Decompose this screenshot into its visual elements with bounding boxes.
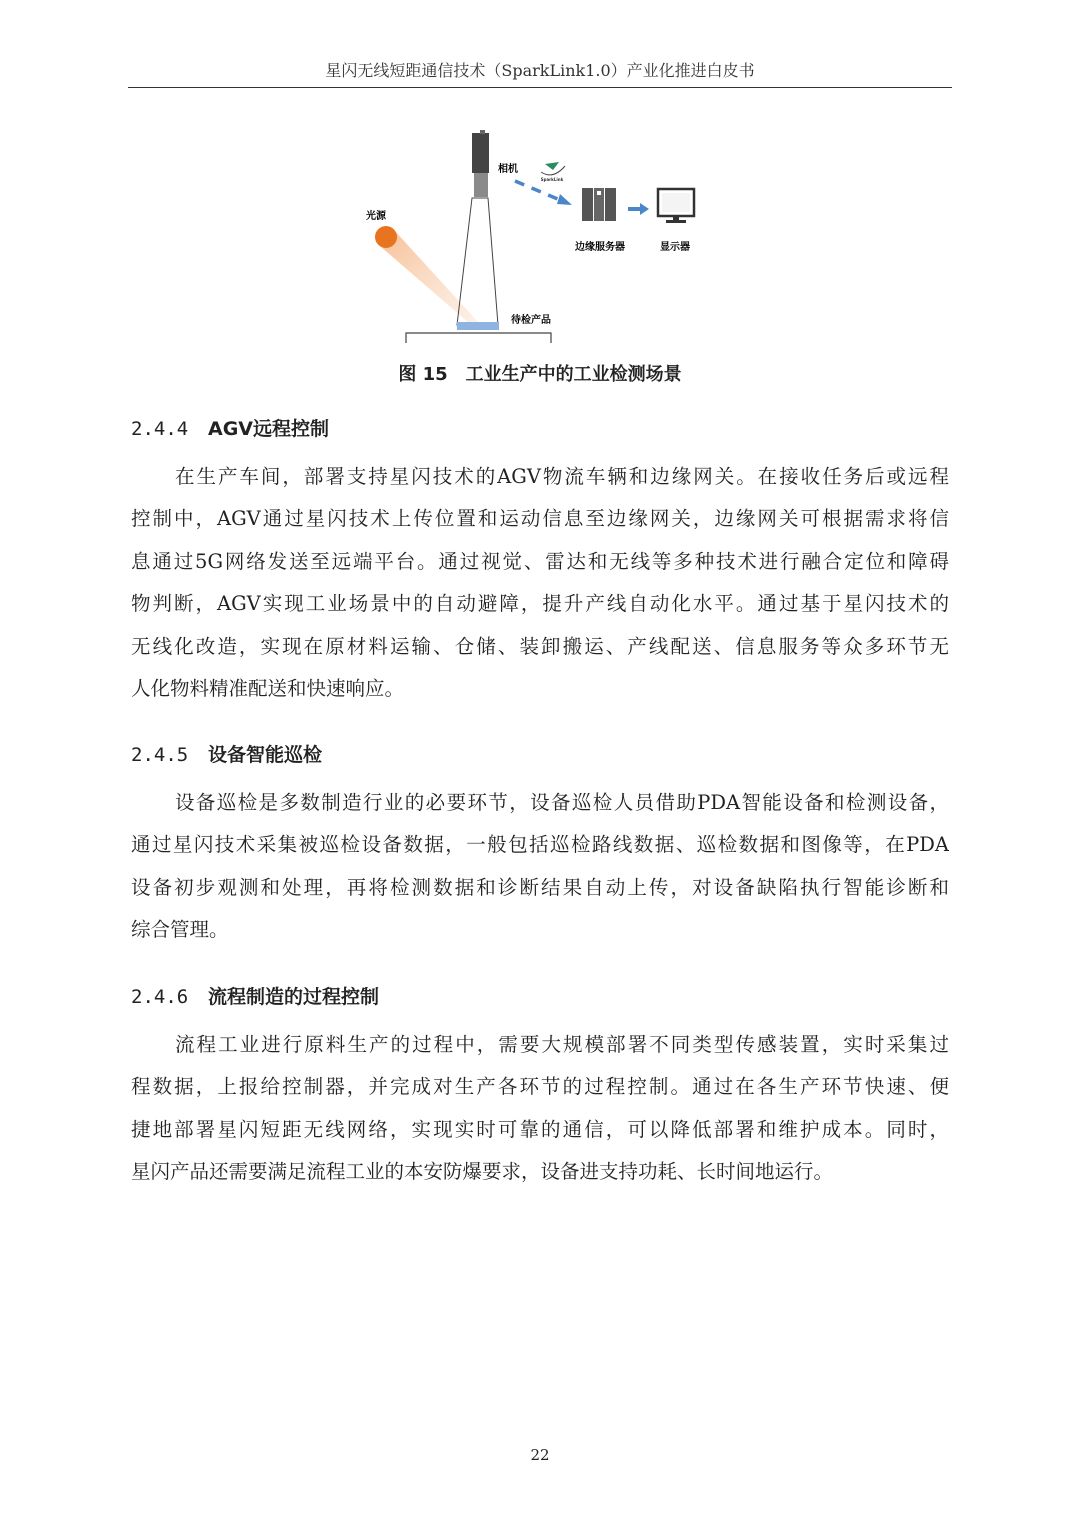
camera-label: 相机 [498, 164, 518, 175]
figure-caption: 图 15 工业生产中的工业检测场景 [398, 364, 682, 385]
section-title: 流程制造的过程控制 [208, 986, 380, 1008]
arrow-icon [557, 194, 572, 205]
text-line: 捷地部署星闪短距无线网络，实现实时可靠的通信，可以降低部署和维护成本。同时， [131, 1117, 949, 1141]
section-title: 设备智能巡检 [208, 744, 323, 766]
section-number: 2.4.4 [131, 418, 189, 440]
section-heading [131, 982, 379, 1009]
section-number: 2.4.5 [131, 744, 189, 766]
camera-lens [474, 173, 488, 197]
text-line: 设备初步观测和处理，再将检测数据和诊断结果自动上传，对设备缺陷执行智能诊断和 [131, 875, 949, 899]
product [457, 322, 499, 330]
wireless-dashed-line [515, 181, 560, 200]
running-header: 星闪无线短距通信技术（SparkLink1.0）产业化推进白皮书 [325, 61, 755, 80]
figure-industrial-inspection [0, 0, 1080, 360]
sparklink-logo-text: SparkLink [540, 177, 564, 182]
light-label: 光源 [366, 211, 386, 222]
section-heading [131, 740, 322, 767]
text-line: 物判断，AGV实现工业场景中的自动避障，提升产线自动化水平。通过基于星闪技术的 [131, 592, 949, 616]
light-beam [380, 230, 478, 324]
text-line: 在生产车间，部署支持星闪技术的AGV物流车辆和边缘网关。在接收任务后或远程 [175, 465, 949, 488]
server-icon [582, 188, 616, 221]
text-line: 息通过5G网络发送至远端平台。通过视觉、雷达和无线等多种技术进行融合定位和障碍 [131, 549, 949, 573]
text-line: 通过星闪技术采集被巡检设备数据，一般包括巡检路线数据、巡检数据和图像等，在PDA [131, 833, 949, 857]
paragraph [131, 782, 949, 952]
section-number: 2.4.6 [131, 986, 189, 1008]
server-label: 边缘服务器 [575, 242, 625, 253]
paragraph [131, 456, 949, 710]
page-number: 22 [530, 1446, 550, 1464]
text-line: 设备巡检是多数制造行业的必要环节，设备巡检人员借助PDA智能设备和检测设备， [175, 791, 949, 814]
text-line: 流程工业进行原料生产的过程中，需要大规模部署不同类型传感装置，实时采集过 [175, 1033, 949, 1056]
text-line: 无线化改造，实现在原材料运输、仓储、装卸搬运、产线配送、信息服务等众多环节无 [131, 634, 949, 658]
section-heading [131, 414, 329, 441]
paragraph [131, 1024, 949, 1194]
text-line: 综合管理。 [131, 918, 229, 942]
text-line: 星闪产品还需要满足流程工业的本安防爆要求，设备进支持功耗、长时间地运行。 [131, 1160, 834, 1184]
product-label: 待检产品 [511, 315, 551, 326]
display-label: 显示器 [660, 242, 690, 253]
section-title: AGV远程控制 [208, 418, 330, 440]
arrow-right-icon [640, 203, 649, 215]
camera-top [480, 130, 485, 134]
text-line: 人化物料精准配送和快速响应。 [131, 676, 405, 700]
text-line: 程数据，上报给控制器，并完成对生产各环节的过程控制。通过在各生产环节快速、便 [131, 1075, 949, 1099]
camera-icon [472, 133, 489, 173]
light-source-icon [375, 226, 397, 248]
monitor-icon [658, 189, 694, 223]
sparklink-logo-icon [541, 162, 565, 182]
text-line: 控制中，AGV通过星闪技术上传位置和运动信息至边缘网关，边缘网关可根据需求将信 [131, 507, 949, 531]
base [406, 333, 551, 343]
